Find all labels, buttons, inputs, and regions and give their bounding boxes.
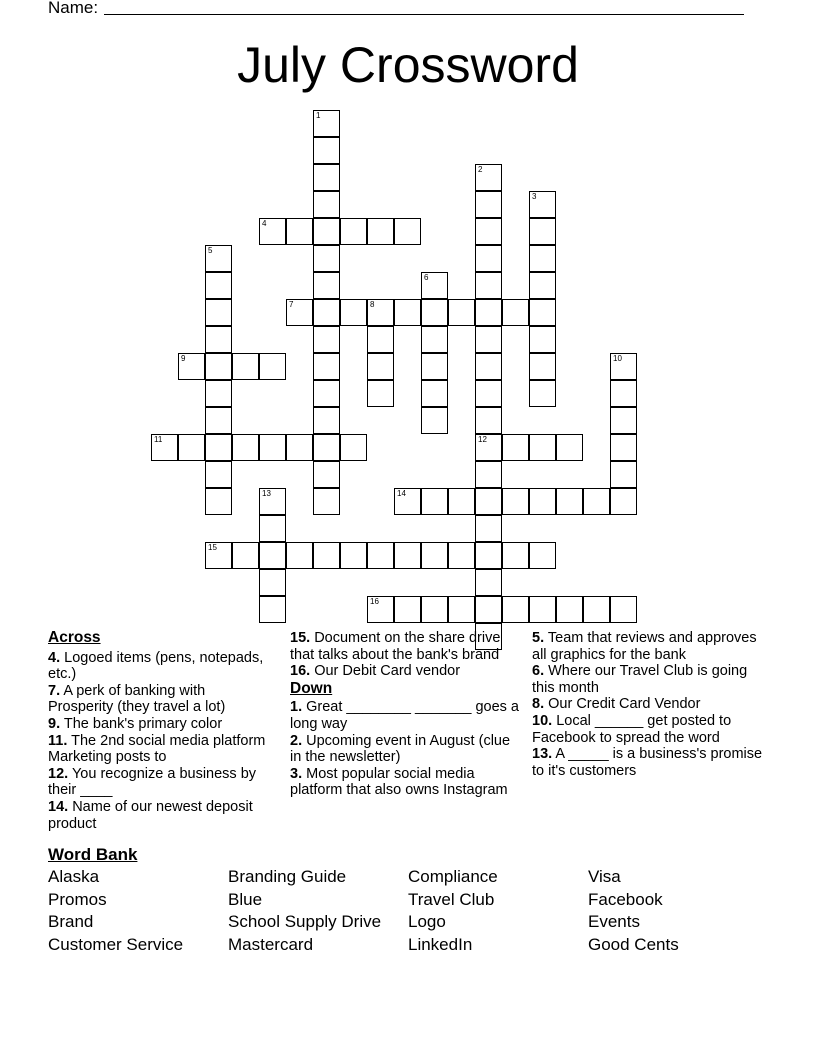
grid-cell[interactable] [313,380,340,407]
grid-cell[interactable] [313,461,340,488]
grid-cell[interactable] [529,272,556,299]
grid-cell[interactable] [556,488,583,515]
grid-cell[interactable] [232,434,259,461]
grid-cell[interactable] [475,164,502,191]
clue-down-8: 8. Our Credit Card Vendor [532,696,701,713]
grid-cell[interactable] [205,488,232,515]
grid-cell[interactable] [475,380,502,407]
grid-cell[interactable] [529,191,556,218]
grid-cell[interactable] [610,596,637,623]
grid-cell[interactable] [421,272,448,299]
down-heading: Down [290,679,333,697]
clue-number: 4 [262,219,267,228]
word-bank-item: Alaska [48,867,100,886]
grid-cell[interactable] [502,299,529,326]
grid-cell[interactable] [178,353,205,380]
grid-cell[interactable] [367,299,394,326]
clue-across-11: 11. The 2nd social media platform Marketing posts to [48,732,266,766]
grid-cell[interactable] [421,542,448,569]
clue-down-5: 5. Team that reviews and approves all graphics for the bank [532,630,757,663]
grid-cell[interactable] [394,488,421,515]
grid-cell[interactable] [502,488,529,515]
grid-cell[interactable] [286,542,313,569]
grid-cell[interactable] [421,299,448,326]
clue-number: 15 [208,543,217,552]
clue-across-14: 14. Name of our newest deposit product [48,798,253,832]
grid-cell[interactable] [475,218,502,245]
clue-across-12: 12. You recognize a business by their ____ [48,765,257,799]
grid-cell[interactable] [610,353,637,380]
clue-across-7: 7. A perk of banking with Prosperity (they travel a lot) [48,682,226,716]
grid-cell[interactable] [448,299,475,326]
clue-down-6: 6. Where our Travel Club is going this month [532,663,748,696]
page-title: July Crossword [237,37,579,93]
grid-cell[interactable] [286,218,313,245]
grid-cell[interactable] [205,326,232,353]
clues-column-1 [48,630,270,832]
clue-across-15: 15. Document on the share drive that talks about the bank's brand [290,630,501,663]
word-bank-item: Brand [48,912,94,932]
grid-cell[interactable] [529,596,556,623]
grid-cell[interactable] [610,488,637,515]
grid-cell[interactable] [394,218,421,245]
word-bank-item: Logo [408,912,446,932]
grid-cell[interactable] [421,380,448,407]
word-bank-item: Mastercard [228,934,314,954]
grid-cell[interactable] [313,434,340,461]
grid-cell[interactable] [259,488,286,515]
grid-cell[interactable] [475,461,502,488]
grid-cell[interactable] [529,488,556,515]
grid-cell[interactable] [232,542,259,569]
grid-cell[interactable] [394,596,421,623]
grid-cell[interactable] [313,299,340,326]
grid-cell[interactable] [259,542,286,569]
word-bank-item: Blue [228,889,263,909]
grid-cell[interactable] [475,191,502,218]
grid-cell[interactable] [367,380,394,407]
clue-across-4: 4. Logoed items (pens, notepads, etc.) [48,649,264,683]
grid-cell[interactable] [313,164,340,191]
grid-cell[interactable] [475,569,502,596]
word-bank-item: Events [588,912,640,932]
clue-number: 7 [289,300,294,309]
clue-number: 12 [478,435,487,444]
word-bank-title: Word Bank [48,845,138,864]
grid-cell[interactable] [394,299,421,326]
grid-cell[interactable] [421,326,448,353]
grid-cell[interactable] [367,542,394,569]
grid-cell[interactable] [205,353,232,380]
clue-down-2: 2. Upcoming event in August (clue in the newsletter) [290,732,511,766]
grid-cell[interactable] [151,434,178,461]
grid-cell[interactable] [556,434,583,461]
grid-cell[interactable] [502,542,529,569]
grid-cell[interactable] [205,461,232,488]
grid-cell[interactable] [205,434,232,461]
word-bank-item: Travel Club [408,889,495,909]
grid-cell[interactable] [529,380,556,407]
clue-down-3: 3. Most popular social media platform that also owns Instagram [290,765,508,799]
grid-cell[interactable] [448,596,475,623]
grid-cell[interactable] [583,596,610,623]
clues-column-2 [290,630,525,799]
word-bank-item: Compliance [408,867,498,886]
grid-cell[interactable] [340,218,367,245]
grid-cell[interactable] [610,407,637,434]
clue-number: 8 [370,300,375,309]
grid-cell[interactable] [205,299,232,326]
word-bank-item: Promos [48,889,107,909]
clue-number: 14 [397,489,406,498]
grid-cell[interactable] [502,434,529,461]
clue-number: 6 [424,273,429,282]
grid-cell[interactable] [421,596,448,623]
clue-number: 13 [262,489,271,498]
grid-cell[interactable] [313,137,340,164]
grid-cell[interactable] [205,380,232,407]
grid-cell[interactable] [313,191,340,218]
grid-cell[interactable] [286,434,313,461]
grid-cell[interactable] [367,596,394,623]
grid-cell[interactable] [475,515,502,542]
clue-down-13: 13. A _____ is a business's promise to it's customers [532,746,763,779]
grid-cell[interactable] [529,299,556,326]
grid-cell[interactable] [259,434,286,461]
across-heading: Across [48,629,101,646]
grid-cell[interactable] [205,407,232,434]
clue-down-1: 1. Great ________ _______ goes a long way [290,699,519,732]
grid-cell[interactable] [475,407,502,434]
grid-cell[interactable] [475,488,502,515]
word-bank-item: Good Cents [588,934,679,954]
clue-across-16: 16. Our Debit Card vendor [290,663,461,680]
clue-number: 9 [181,354,186,363]
grid-cell[interactable] [556,596,583,623]
grid-cell[interactable] [232,353,259,380]
grid-cell[interactable] [448,542,475,569]
grid-cell[interactable] [475,326,502,353]
grid-cell[interactable] [313,353,340,380]
grid-cell[interactable] [610,461,637,488]
grid-cell[interactable] [367,218,394,245]
grid-cell[interactable] [259,353,286,380]
grid-cell[interactable] [529,245,556,272]
clue-number: 11 [154,435,163,444]
grid-cell[interactable] [475,542,502,569]
word-bank [48,867,768,957]
clues-column-3 [532,630,772,779]
grid-cell[interactable] [259,218,286,245]
grid-cell[interactable] [340,299,367,326]
word-bank-item: Customer Service [48,934,184,954]
grid-cell[interactable] [313,488,340,515]
grid-cell[interactable] [475,299,502,326]
word-bank-item: Branding Guide [228,867,347,886]
grid-cell[interactable] [340,542,367,569]
clue-number: 16 [370,597,379,606]
grid-cell[interactable] [259,596,286,623]
grid-cell[interactable] [583,488,610,515]
grid-cell[interactable] [475,353,502,380]
grid-cell[interactable] [529,542,556,569]
grid-cell[interactable] [610,380,637,407]
grid-cell[interactable] [529,326,556,353]
name-label: Name: [48,0,99,17]
grid-cell[interactable] [475,596,502,623]
grid-cell[interactable] [475,272,502,299]
grid-cell[interactable] [367,353,394,380]
grid-cell[interactable] [205,542,232,569]
grid-cell[interactable] [259,515,286,542]
grid-cell[interactable] [421,488,448,515]
grid-cell[interactable] [502,596,529,623]
grid-cell[interactable] [313,326,340,353]
clue-number: 1 [316,111,321,120]
grid-cell[interactable] [313,218,340,245]
grid-cell[interactable] [475,245,502,272]
grid-cell[interactable] [313,407,340,434]
clue-number: 2 [478,165,483,174]
grid-cell[interactable] [610,434,637,461]
grid-cell[interactable] [313,245,340,272]
grid-cell[interactable] [313,110,340,137]
grid-cell[interactable] [259,569,286,596]
word-bank-item: LinkedIn [408,934,473,954]
grid-cell[interactable] [205,245,232,272]
clue-down-10: 10. Local ______ get posted to Facebook to spread the word [532,712,732,746]
grid-cell[interactable] [205,272,232,299]
grid-cell[interactable] [529,353,556,380]
grid-cell[interactable] [475,434,502,461]
grid-cell[interactable] [340,434,367,461]
clue-number: 3 [532,192,537,201]
clue-number: 5 [208,246,213,255]
grid-cell[interactable] [286,299,313,326]
clue-number: 10 [613,354,622,363]
grid-cell[interactable] [529,218,556,245]
word-bank-item: Visa [588,867,621,886]
grid-cell[interactable] [178,434,205,461]
word-bank-item: Facebook [588,889,663,909]
grid-cell[interactable] [421,407,448,434]
grid-cell[interactable] [394,542,421,569]
grid-cell[interactable] [313,542,340,569]
grid-cell[interactable] [529,434,556,461]
clue-across-9: 9. The bank's primary color [48,715,223,732]
grid-cell[interactable] [313,272,340,299]
grid-cell[interactable] [367,326,394,353]
word-bank-item: School Supply Drive [228,912,382,932]
grid-cell[interactable] [421,353,448,380]
grid-cell[interactable] [448,488,475,515]
